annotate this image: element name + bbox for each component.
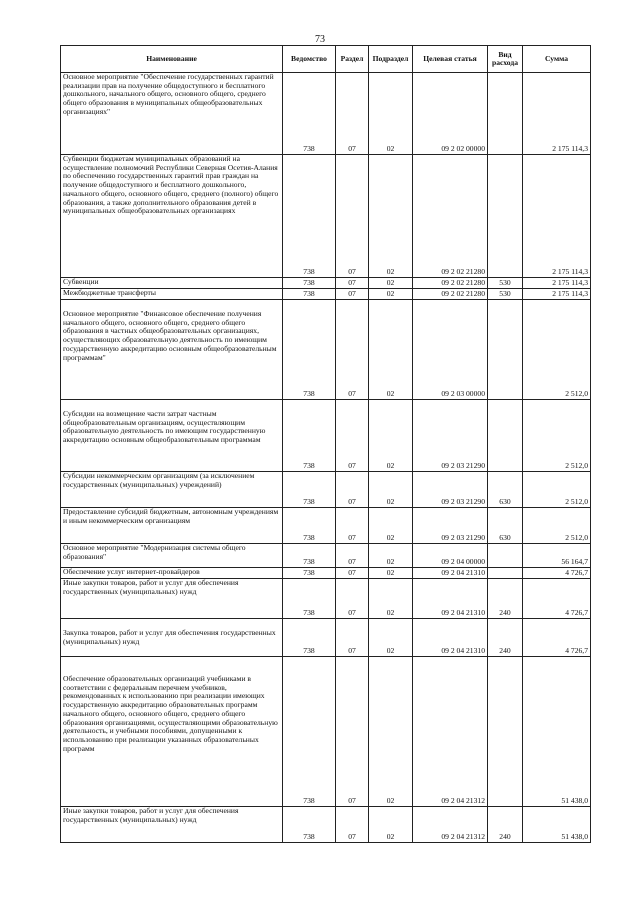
row-razdel: 07 [336,508,369,544]
row-name: Основное мероприятие "Модернизация системы общего образования" [61,544,283,568]
row-name: Субвенции бюджетам муниципальных образований на осуществление полномочий Республики Северная Осетия-Алания по обеспечению государственных гарантий прав граждан на получение общедоступного и бесплатного дошкольного, начального общего, основного общего, среднего (полного) общего образования, а также дополнительного образования детей в муниципальных общеобразовательных организациях [61,155,283,278]
row-vedomstvo: 738 [283,807,336,843]
row-summa: 4 726,7 [523,568,591,579]
row-vedomstvo: 738 [283,472,336,508]
row-podrazdel: 02 [369,657,413,807]
row-razdel: 07 [336,657,369,807]
row-vedomstvo: 738 [283,155,336,278]
row-vedomstvo: 738 [283,289,336,300]
row-summa: 4 726,7 [523,619,591,657]
row-razdel: 07 [336,73,369,155]
column-header-name: Наименование [61,46,283,73]
row-name: Межбюджетные трансферты [61,289,283,300]
row-statya: 09 2 04 21312 [413,657,488,807]
row-vid-rashoda: 240 [488,579,523,619]
row-statya: 09 2 03 21290 [413,472,488,508]
row-podrazdel: 02 [369,289,413,300]
row-vid-rashoda: 630 [488,472,523,508]
row-statya: 09 2 03 21290 [413,400,488,472]
row-podrazdel: 02 [369,400,413,472]
row-razdel: 07 [336,472,369,508]
row-name: Обеспечение услуг интернет-провайдеров [61,568,283,579]
table-row [61,619,591,657]
row-name: Предоставление субсидий бюджетным, автономным учреждениям и иным некоммерческим организациям [61,508,283,544]
row-summa: 2 175 114,3 [523,278,591,289]
row-statya: 09 2 02 00000 [413,73,488,155]
row-summa: 2 175 114,3 [523,289,591,300]
column-header-summa: Сумма [523,46,591,73]
row-vedomstvo: 738 [283,300,336,400]
row-razdel: 07 [336,278,369,289]
column-header-vedomstvo: Ведомство [283,46,336,73]
page-number: 73 [315,34,325,45]
row-podrazdel: 02 [369,544,413,568]
row-razdel: 07 [336,619,369,657]
row-podrazdel: 02 [369,568,413,579]
table-row [61,544,591,568]
row-vid-rashoda [488,568,523,579]
row-name: Обеспечение образовательных организаций учебниками в соответствии с федеральным перечнем учебников, рекомендованных к использованию при реализации имеющих государственную аккредитацию образовательных программ начального общего, основного общего, среднего общего образования организациями, осуществляющими образовательную деятельность, и учебными пособиями, допущенными к использованию при реализации указанных образовательных программ [61,657,283,807]
row-statya: 09 2 04 21310 [413,579,488,619]
row-vid-rashoda: 530 [488,289,523,300]
row-name: Иные закупки товаров, работ и услуг для обеспечения государственных (муниципальных) нужд [61,807,283,843]
budget-table [60,45,591,843]
row-vid-rashoda [488,657,523,807]
column-header-vid-rashoda: Вид расхода [488,46,523,73]
row-razdel: 07 [336,807,369,843]
table-row [61,568,591,579]
row-name: Субсидии некоммерческим организациям (за исключением государственных (муниципальных) учреждений) [61,472,283,508]
row-name: Закупка товаров, работ и услуг для обеспечения государственных (муниципальных) нужд [61,619,283,657]
row-vid-rashoda: 630 [488,508,523,544]
table-row [61,278,591,289]
table-row [61,155,591,278]
row-vedomstvo: 738 [283,73,336,155]
row-vedomstvo: 738 [283,400,336,472]
row-summa: 51 438,0 [523,657,591,807]
row-vedomstvo: 738 [283,619,336,657]
row-podrazdel: 02 [369,619,413,657]
row-razdel: 07 [336,579,369,619]
row-vid-rashoda: 240 [488,619,523,657]
table-header-row [61,46,591,73]
row-statya: 09 2 03 21290 [413,508,488,544]
table-row [61,508,591,544]
row-vedomstvo: 738 [283,278,336,289]
column-header-podrazdel: Подраздел [369,46,413,73]
row-vid-rashoda [488,73,523,155]
row-podrazdel: 02 [369,278,413,289]
table-row [61,400,591,472]
table-row [61,289,591,300]
row-vedomstvo: 738 [283,508,336,544]
row-razdel: 07 [336,300,369,400]
row-name: Основное мероприятие "Обеспечение государственных гарантий реализации прав на получение общедоступного и бесплатного дошкольного, начального общего, основного общего, среднего общего образования в муниципальных общеобразовательных организациях" [61,73,283,155]
row-statya: 09 2 04 00000 [413,544,488,568]
row-name: Субсидии на возмещение части затрат частным общеобразовательным организациям, осуществляющим образовательную деятельность по имеющим государственную аккредитацию основным общеобразовательным программам [61,400,283,472]
row-podrazdel: 02 [369,73,413,155]
table-row [61,579,591,619]
row-vedomstvo: 738 [283,544,336,568]
row-summa: 2 512,0 [523,508,591,544]
row-podrazdel: 02 [369,508,413,544]
row-podrazdel: 02 [369,472,413,508]
row-summa: 2 512,0 [523,300,591,400]
row-podrazdel: 02 [369,807,413,843]
row-vid-rashoda [488,400,523,472]
row-statya: 09 2 04 21310 [413,568,488,579]
row-statya: 09 2 04 21312 [413,807,488,843]
row-statya: 09 2 04 21310 [413,619,488,657]
table-row [61,807,591,843]
table-row [61,472,591,508]
row-vid-rashoda: 240 [488,807,523,843]
row-summa: 2 175 114,3 [523,155,591,278]
row-podrazdel: 02 [369,300,413,400]
row-summa: 56 164,7 [523,544,591,568]
table-row [61,300,591,400]
row-statya: 09 2 02 21280 [413,289,488,300]
row-vid-rashoda [488,300,523,400]
row-summa: 4 726,7 [523,579,591,619]
column-header-razdel: Раздел [336,46,369,73]
row-vid-rashoda: 530 [488,278,523,289]
row-razdel: 07 [336,289,369,300]
row-summa: 2 512,0 [523,400,591,472]
row-razdel: 07 [336,544,369,568]
row-vedomstvo: 738 [283,568,336,579]
row-name: Иные закупки товаров, работ и услуг для обеспечения государственных (муниципальных) нужд [61,579,283,619]
row-name: Основное мероприятие "Финансовое обеспечение получения начального общего, основного общего, среднего общего образования в частных общеобразовательных организациях, осуществляющих образовательную деятельность по имеющим государственную аккредитацию основным общеобразовательным программам" [61,300,283,400]
column-header-statya: Целевая статья [413,46,488,73]
row-summa: 2 512,0 [523,472,591,508]
row-podrazdel: 02 [369,579,413,619]
row-razdel: 07 [336,568,369,579]
row-statya: 09 2 02 21280 [413,155,488,278]
row-vedomstvo: 738 [283,657,336,807]
row-vedomstvo: 738 [283,579,336,619]
row-summa: 2 175 114,3 [523,73,591,155]
row-vid-rashoda [488,544,523,568]
row-statya: 09 2 02 21280 [413,278,488,289]
table-row [61,73,591,155]
row-summa: 51 438,0 [523,807,591,843]
row-statya: 09 2 03 00000 [413,300,488,400]
row-razdel: 07 [336,155,369,278]
row-name: Субвенции [61,278,283,289]
table-row [61,657,591,807]
row-podrazdel: 02 [369,155,413,278]
row-vid-rashoda [488,155,523,278]
row-razdel: 07 [336,400,369,472]
